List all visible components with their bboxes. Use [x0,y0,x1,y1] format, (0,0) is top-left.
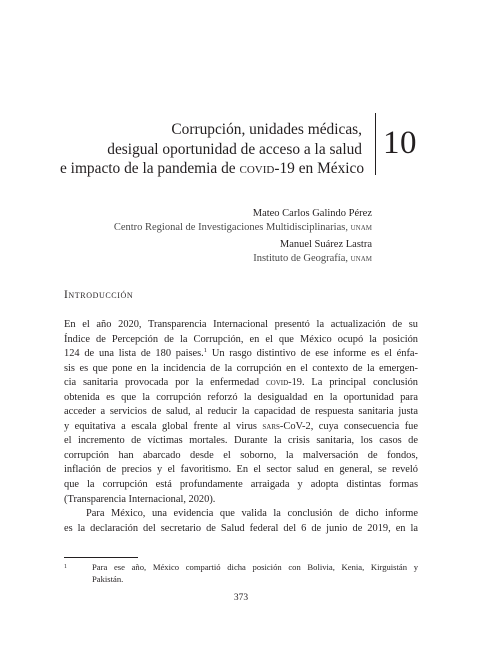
body-line-3 [64,347,418,362]
body-line-3-start: 124 de una lista de 180 paises. [64,348,204,360]
body-line-12: que la corrupción está profundamente arraigada y adopta distintas formas [64,479,418,491]
body-line-11: inflación de precios y el favoritismo. En el sector salud en general, se reveló [64,464,418,476]
body-line-6: obtenida es que la corrupción reforzó la desigualdad en la oportunidad para [64,391,418,403]
author-name-1: Mateo Carlos Galindo Pérez [252,208,372,219]
section-heading: Introducción [64,289,134,301]
author-affiliation-2-text: Instituto de Geografía, [253,252,351,264]
body-line-1: En el año 2020, Transparencia Internacional presentó la actualización de su [64,319,418,330]
body-line-4-end: es que pone en la incidencia de la corrupción en el contexto de la emergen- [79,362,418,374]
chapter-title-line-3-end: -19 en México [274,160,365,177]
chapter-number: 10 [383,125,417,161]
author-affiliation-1-unam: unam [350,221,372,233]
chapter-title-line-1: Corrupción, unidades médicas, [171,121,362,138]
body-line-8-sars: sars [262,420,280,432]
body-line-8-start: y equitativa a escala global frente al virus [64,420,263,432]
footnote-ref-1[interactable]: 1 [203,347,208,355]
author-name-2: Manuel Suárez Lastra [279,239,372,250]
body-line-10: corrupción han abarcado desde el soborno, la malversación de fondos, [64,449,418,461]
footnote [64,562,418,585]
author-affiliation-1 [114,221,372,235]
body-line-14: Para México, una evidencia que valida la conclusión de dicho informe [86,508,418,520]
chapter-title-line-3 [60,159,365,179]
body-line-15: es la declaración del secretario de Salud federal del 6 de junio de 2019, en la [64,522,418,534]
author-affiliation-2 [114,252,372,266]
chapter-divider-rule [375,113,376,175]
footnote-mark: 1 [64,564,67,570]
body-line-7: acceder a servicios de salud, al reducir la capacidad de respuesta sanitaria justa [64,406,418,418]
body-line-8 [64,420,418,435]
body-line-2: Índice de Percepción de la Corrupción, en el que México ocupó la posición [64,333,418,345]
author-affiliation-2-unam: unam [350,252,372,264]
body-line-5 [64,376,418,391]
body-line-5-end: -19. La principal conclusión [288,377,418,389]
chapter-title-line-2: desigual oportunidad de acceso a la salud [107,140,362,158]
body-line-9: el incremento de víctimas mortales. Durante la crisis sanitaria, los casos de [64,435,418,447]
chapter-title [60,120,365,179]
body-line-3-end: Un rasgo distintivo de ese informe es el énfa- [207,348,419,360]
body-line-4-start: sis [64,362,80,374]
authors-block [114,207,372,265]
chapter-title-line-3-start: e impacto de la pandemia de [60,160,240,177]
body-text [64,318,418,536]
body-line-8-end: -CoV-2, cuya consecuencia fue [279,420,418,432]
body-line-4 [64,362,418,377]
footnote-rule [64,557,138,558]
chapter-title-covid: covid [239,160,275,177]
footnote-line-1: Para ese año, México compartió dicha posición con Bolivia, Kenia, Kirguistán y [92,562,418,572]
body-line-5-covid: covid [265,377,289,389]
page-number: 373 [233,593,249,603]
footnote-line-2: Pakistán. [92,573,124,584]
author-affiliation-1-text: Centro Regional de Investigaciones Multidisciplinarias, [113,221,351,233]
body-line-13: (Transparencia Internacional, 2020). [64,493,216,505]
body-line-5-start: cia sanitaria provocada por la enfermedad [64,377,266,389]
